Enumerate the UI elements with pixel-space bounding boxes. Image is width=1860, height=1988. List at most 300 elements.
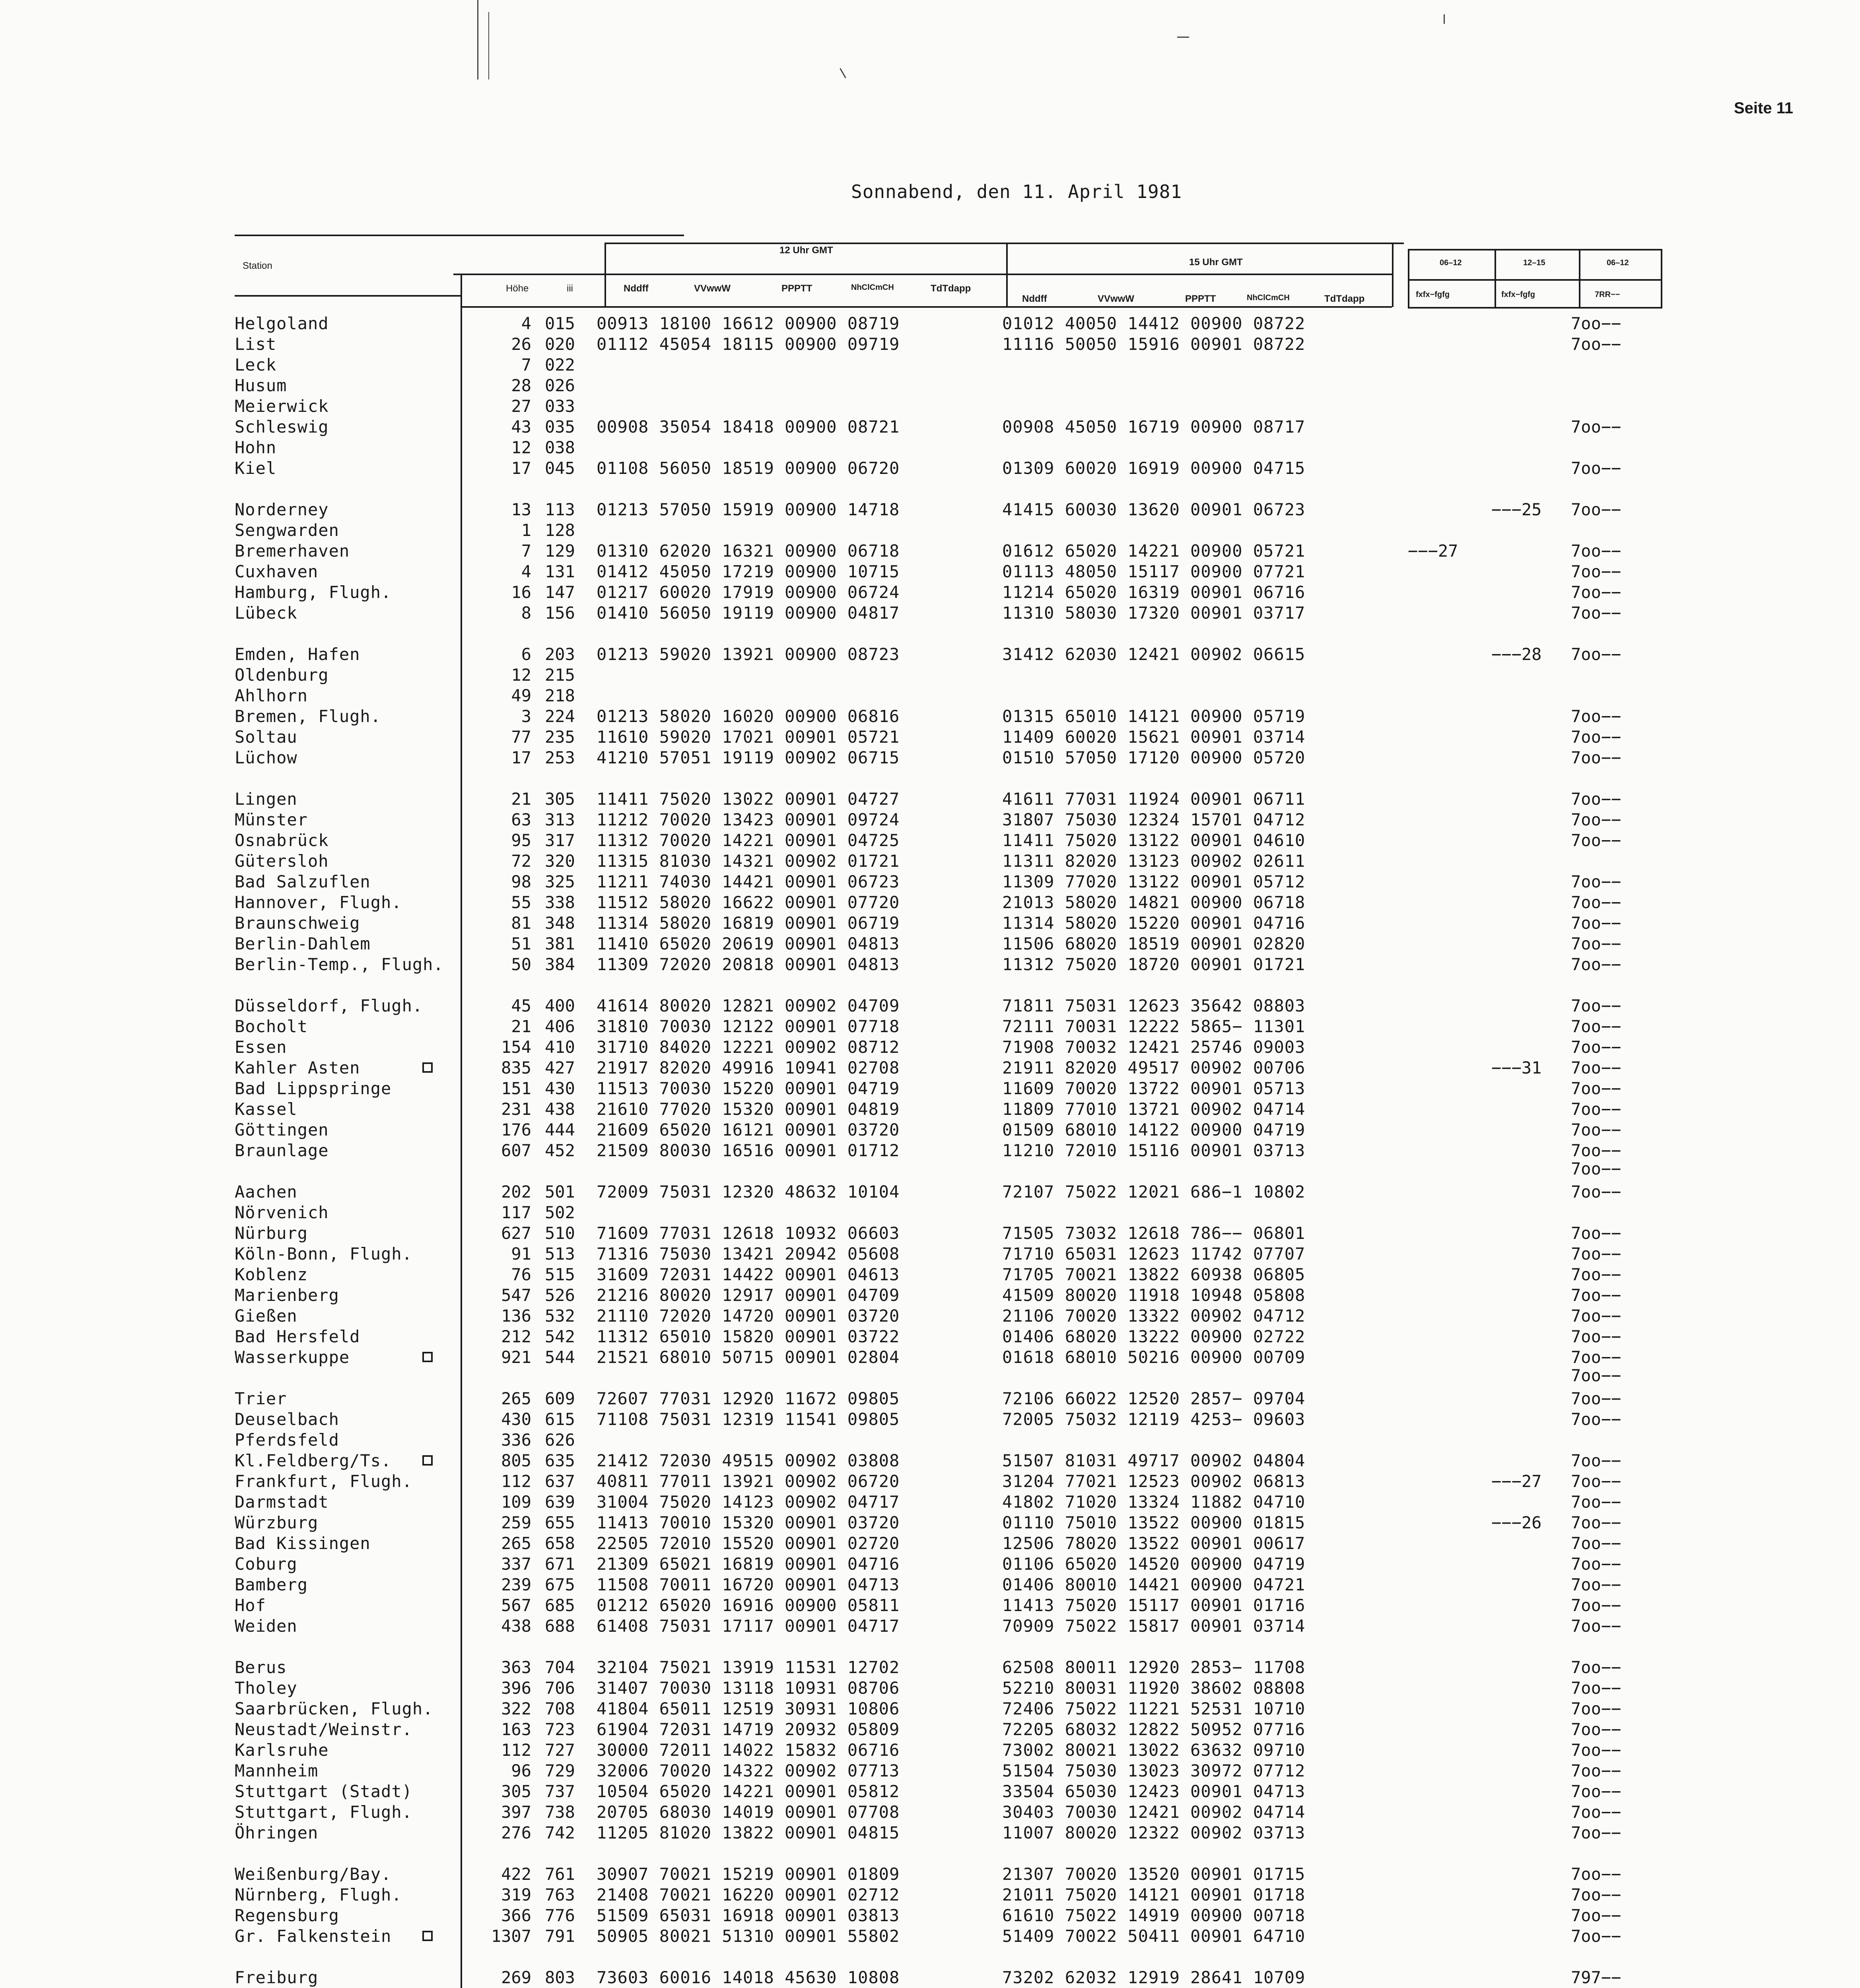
- station-height: 51: [511, 934, 531, 953]
- station-name: Hohn: [235, 438, 277, 457]
- station-name: List: [235, 334, 277, 354]
- obs-12-utc: 31810 70030 12122 00901 07718: [597, 1017, 900, 1036]
- station-id: 235: [545, 727, 575, 747]
- table-row: [0, 1554, 1860, 1574]
- table-row: [0, 685, 1860, 706]
- station-id: 723: [545, 1720, 575, 1739]
- station-name: Nürnberg, Flugh.: [235, 1885, 402, 1905]
- station-id: 532: [545, 1306, 575, 1326]
- station-height: 202: [501, 1182, 531, 1202]
- precip-06-12: 7oo−−: [1571, 1761, 1621, 1780]
- station-id: 406: [545, 1017, 575, 1036]
- table-row: [0, 1740, 1860, 1761]
- precip-06-12: 7oo−−: [1571, 1099, 1621, 1119]
- precip-06-12: 7oo−−: [1571, 1678, 1621, 1698]
- obs-12-utc: 21309 65021 16819 00901 04716: [597, 1554, 900, 1574]
- station-id: 738: [545, 1802, 575, 1822]
- station-id: 022: [545, 355, 575, 375]
- table-row: [0, 1409, 1860, 1430]
- precip-06-12: 7oo−−: [1571, 1720, 1621, 1739]
- station-name: Bad Hersfeld: [235, 1327, 360, 1346]
- obs-15-utc: 31412 62030 12421 00902 06615: [1002, 645, 1306, 664]
- station-name: Bocholt: [235, 1017, 308, 1036]
- station-height: 117: [501, 1203, 531, 1222]
- obs-12-utc: 11312 70020 14221 00901 04725: [597, 831, 900, 850]
- station-name: Frankfurt, Flugh.: [235, 1472, 412, 1491]
- scan-artifact-line: [488, 12, 489, 80]
- precip-06-12: 7oo−−: [1571, 314, 1621, 333]
- precip-06-12: 7oo−−: [1571, 1182, 1621, 1202]
- station-name: Öhringen: [235, 1823, 319, 1842]
- precip-06-12: 7oo−−: [1571, 1347, 1621, 1367]
- station-id: 045: [545, 458, 575, 478]
- table-row: [0, 582, 1860, 603]
- obs-15-utc: 41415 60030 13620 00901 06723: [1002, 500, 1306, 519]
- obs-12-utc: 21610 77020 15320 00901 04819: [597, 1099, 900, 1119]
- precip-06-12-extra: 7oo−−: [1571, 1159, 1621, 1178]
- table-row: [0, 1823, 1860, 1843]
- station-id: 671: [545, 1554, 575, 1574]
- obs-15-utc: 11214 65020 16319 00901 06716: [1002, 582, 1306, 602]
- obs-15-utc: 01106 65020 14520 00900 04719: [1002, 1554, 1306, 1574]
- station-height: 265: [501, 1534, 531, 1553]
- header-12-vvwww: VVwwW: [694, 283, 731, 294]
- obs-12-utc: 21609 65020 16121 00901 03720: [597, 1120, 900, 1140]
- precip-06-12: 7oo−−: [1571, 831, 1621, 850]
- table-row: [0, 892, 1860, 913]
- obs-12-utc: 01112 45054 18115 00900 09719: [597, 334, 900, 354]
- table-row: [0, 1719, 1860, 1740]
- table-row: [0, 1967, 1860, 1988]
- precip-06-12: 7oo−−: [1571, 1306, 1621, 1326]
- obs-15-utc: 11411 75020 13122 00901 04610: [1002, 831, 1306, 850]
- station-height: 366: [501, 1906, 531, 1925]
- station-name: Würzburg: [235, 1513, 319, 1532]
- table-row: [0, 1512, 1860, 1533]
- station-id: 544: [545, 1347, 575, 1367]
- station-height: 397: [501, 1802, 531, 1822]
- station-id: 737: [545, 1782, 575, 1801]
- mountain-station-marker: [422, 1455, 433, 1466]
- obs-12-utc: 61408 75031 17117 00901 04717: [597, 1616, 900, 1636]
- header-sub-2: fxfx−fgfg: [1501, 290, 1535, 299]
- obs-15-utc: 11007 80020 12322 00902 03713: [1002, 1823, 1306, 1842]
- precip-06-12: 7oo−−: [1571, 1451, 1621, 1470]
- precip-06-12: 7oo−−: [1571, 645, 1621, 664]
- header-period-2: 12–15: [1523, 258, 1545, 267]
- mountain-station-marker: [422, 1062, 433, 1073]
- station-id: 438: [545, 1099, 575, 1119]
- station-id: 035: [545, 417, 575, 437]
- obs-12-utc: 11212 70020 13423 00901 09724: [597, 810, 900, 829]
- station-name: Bad Salzuflen: [235, 872, 371, 891]
- header-15-nhclcmch: NhClCmCH: [1247, 293, 1290, 302]
- page-date: Sonnabend, den 11. April 1981: [851, 181, 1182, 202]
- station-name: Berlin-Temp., Flugh.: [235, 955, 444, 974]
- precip-06-12: 7oo−−: [1571, 1472, 1621, 1491]
- station-id: 128: [545, 520, 575, 540]
- station-id: 218: [545, 686, 575, 705]
- table-row: [0, 396, 1860, 417]
- station-name: Cuxhaven: [235, 562, 319, 581]
- precip-06-12: 7oo−−: [1571, 1596, 1621, 1615]
- obs-15-utc: 11609 70020 13722 00901 05713: [1002, 1079, 1306, 1098]
- precip-06-12: 7oo−−: [1571, 417, 1621, 437]
- obs-12-utc: 11610 59020 17021 00901 05721: [597, 727, 900, 747]
- station-height: 430: [501, 1409, 531, 1429]
- precip-06-12-extra: 7oo−−: [1571, 1366, 1621, 1385]
- station-id: 742: [545, 1823, 575, 1842]
- obs-15-utc: 72406 75022 11221 52531 10710: [1002, 1699, 1306, 1718]
- precip-06-12: 7oo−−: [1571, 603, 1621, 623]
- header-15-tdtdapp: TdTdapp: [1324, 293, 1365, 304]
- station-id: 639: [545, 1492, 575, 1512]
- table-row: [0, 1430, 1860, 1450]
- station-height: 17: [511, 458, 531, 478]
- table-row: [0, 417, 1860, 437]
- obs-15-utc: 01113 48050 15117 00900 07721: [1002, 562, 1306, 581]
- station-id: 215: [545, 665, 575, 685]
- table-row: [0, 1326, 1860, 1347]
- table-row: [0, 913, 1860, 934]
- station-name: Göttingen: [235, 1120, 329, 1140]
- obs-12-utc: 01412 45050 17219 00900 10715: [597, 562, 900, 581]
- precip-06-12: 7oo−−: [1571, 582, 1621, 602]
- table-row: [0, 1244, 1860, 1264]
- obs-12-utc: 72607 77031 12920 11672 09805: [597, 1389, 900, 1408]
- obs-15-utc: 72111 70031 12222 5865− 11301: [1002, 1017, 1306, 1036]
- table-row: [0, 727, 1860, 747]
- station-height: 276: [501, 1823, 531, 1842]
- station-name: Braunschweig: [235, 913, 360, 933]
- table-row: [0, 1781, 1860, 1802]
- table-row: [0, 437, 1860, 458]
- station-height: 212: [501, 1327, 531, 1346]
- obs-12-utc: 01108 56050 18519 00900 06720: [597, 458, 900, 478]
- station-height: 49: [511, 686, 531, 705]
- station-name: Darmstadt: [235, 1492, 329, 1512]
- obs-12-utc: 31609 72031 14422 00901 04613: [597, 1265, 900, 1284]
- obs-15-utc: 30403 70030 12421 00902 04714: [1002, 1802, 1306, 1822]
- station-name: Bremen, Flugh.: [235, 707, 381, 726]
- obs-15-utc: 01612 65020 14221 00900 05721: [1002, 541, 1306, 561]
- table-row: [0, 1347, 1860, 1385]
- table-row: [0, 561, 1860, 582]
- station-name: Oldenburg: [235, 665, 329, 685]
- station-id: 688: [545, 1616, 575, 1636]
- obs-15-utc: 51504 75030 13023 30972 07712: [1002, 1761, 1306, 1780]
- obs-12-utc: 31004 75020 14123 00902 04717: [597, 1492, 900, 1512]
- header-15-nddff: Nddff: [1022, 293, 1047, 304]
- precip-06-12: 7oo−−: [1571, 541, 1621, 561]
- table-row: [0, 934, 1860, 954]
- station-name: Wasserkuppe: [235, 1347, 350, 1367]
- station-name: Norderney: [235, 500, 329, 519]
- table-row: [0, 1574, 1860, 1595]
- scan-artifact-dash: [1444, 14, 1445, 24]
- table-row: [0, 644, 1860, 665]
- obs-12-utc: 21521 68010 50715 00901 02804: [597, 1347, 900, 1367]
- precip-06-12: 7oo−−: [1571, 1658, 1621, 1677]
- obs-15-utc: 21307 70020 13520 00901 01715: [1002, 1864, 1306, 1884]
- station-name: Kiel: [235, 458, 277, 478]
- station-id: 763: [545, 1885, 575, 1905]
- obs-12-utc: 41804 65011 12519 30931 10806: [597, 1699, 900, 1718]
- station-height: 27: [511, 396, 531, 416]
- precip-06-12: 797−−: [1571, 1968, 1621, 1987]
- station-height: 239: [501, 1575, 531, 1594]
- table-row: [0, 1616, 1860, 1637]
- table-row: [0, 1450, 1860, 1471]
- station-name: Düsseldorf, Flugh.: [235, 996, 423, 1015]
- precip-06-12: 7oo−−: [1571, 1699, 1621, 1718]
- precip-06-12: 7oo−−: [1571, 789, 1621, 809]
- station-id: 320: [545, 851, 575, 871]
- station-name: Leck: [235, 355, 277, 375]
- header-12-ppptt: PPPTT: [781, 283, 812, 294]
- table-row: [0, 747, 1860, 768]
- obs-15-utc: 12506 78020 13522 00901 00617: [1002, 1534, 1306, 1553]
- precip-06-12: 7oo−−: [1571, 1864, 1621, 1884]
- table-row: [0, 1099, 1860, 1120]
- station-id: 253: [545, 748, 575, 767]
- table-row: [0, 1223, 1860, 1244]
- precip-06-12: 7oo−−: [1571, 996, 1621, 1015]
- obs-12-utc: 73603 60016 14018 45630 10808: [597, 1968, 900, 1987]
- table-row: [0, 1078, 1860, 1099]
- gust-12-15: −−−26: [1491, 1513, 1542, 1532]
- station-name: Bad Kissingen: [235, 1534, 371, 1553]
- obs-15-utc: 21106 70020 13322 00902 04712: [1002, 1306, 1306, 1326]
- station-name: Hof: [235, 1596, 266, 1615]
- station-height: 231: [501, 1099, 531, 1119]
- table-row: [0, 1533, 1860, 1554]
- obs-15-utc: 73202 62032 12919 28641 10709: [1002, 1968, 1306, 1987]
- obs-15-utc: 01618 68010 50216 00900 00709: [1002, 1347, 1306, 1367]
- obs-12-utc: 21408 70021 16220 00901 02712: [597, 1885, 900, 1905]
- table-row: [0, 1492, 1860, 1512]
- precip-06-12: 7oo−−: [1571, 500, 1621, 519]
- station-name: Husum: [235, 376, 287, 395]
- header-iii: iii: [567, 283, 573, 294]
- obs-15-utc: 61610 75022 14919 00900 00718: [1002, 1906, 1306, 1925]
- station-height: 835: [501, 1058, 531, 1077]
- station-id: 444: [545, 1120, 575, 1140]
- station-height: 627: [501, 1223, 531, 1243]
- precip-06-12: 7oo−−: [1571, 707, 1621, 726]
- precip-06-12: 7oo−−: [1571, 1575, 1621, 1594]
- station-height: 7: [521, 355, 531, 375]
- obs-15-utc: 71705 70021 13822 60938 06805: [1002, 1265, 1306, 1284]
- station-name: Marienberg: [235, 1285, 339, 1305]
- precip-06-12: 7oo−−: [1571, 872, 1621, 891]
- station-name: Pferdsfeld: [235, 1430, 339, 1450]
- station-id: 706: [545, 1678, 575, 1698]
- header-station: Station: [243, 260, 272, 271]
- station-height: 921: [501, 1347, 531, 1367]
- station-name: Ahlhorn: [235, 686, 308, 705]
- obs-15-utc: 11310 58030 17320 00901 03717: [1002, 603, 1306, 623]
- obs-12-utc: 41210 57051 19119 00902 06715: [597, 748, 900, 767]
- station-id: 675: [545, 1575, 575, 1594]
- station-height: 112: [501, 1472, 531, 1491]
- header-12-nddff: Nddff: [624, 283, 649, 294]
- obs-12-utc: 50905 80021 51310 00901 55802: [597, 1926, 900, 1946]
- station-height: 176: [501, 1120, 531, 1140]
- station-name: Weiden: [235, 1616, 297, 1636]
- obs-15-utc: 11413 75020 15117 00901 01716: [1002, 1596, 1306, 1615]
- gust-12-15: −−−25: [1491, 500, 1542, 519]
- station-name: Tholey: [235, 1678, 297, 1698]
- station-height: 805: [501, 1451, 531, 1470]
- obs-15-utc: 01406 80010 14421 00900 04721: [1002, 1575, 1306, 1594]
- station-id: 626: [545, 1430, 575, 1450]
- station-height: 259: [501, 1513, 531, 1532]
- station-id: 704: [545, 1658, 575, 1677]
- table-row: [0, 1202, 1860, 1223]
- station-name: Freiburg: [235, 1968, 319, 1987]
- station-height: 1307: [491, 1926, 531, 1946]
- precip-06-12: 7oo−−: [1571, 1327, 1621, 1346]
- obs-12-utc: 11411 75020 13022 00901 04727: [597, 789, 900, 809]
- station-height: 96: [511, 1761, 531, 1780]
- obs-15-utc: 11210 72010 15116 00901 03713: [1002, 1141, 1306, 1160]
- obs-12-utc: 21110 72020 14720 00901 03720: [597, 1306, 900, 1326]
- header-15-vvwww: VVwwW: [1098, 293, 1135, 304]
- obs-12-utc: 11410 65020 20619 00901 04813: [597, 934, 900, 953]
- station-id: 727: [545, 1740, 575, 1760]
- station-height: 265: [501, 1389, 531, 1408]
- obs-15-utc: 72205 68032 12822 50952 07716: [1002, 1720, 1306, 1739]
- station-name: Gießen: [235, 1306, 297, 1326]
- station-name: Bremerhaven: [235, 541, 350, 561]
- obs-15-utc: 51507 81031 49717 00902 04804: [1002, 1451, 1306, 1470]
- obs-12-utc: 30907 70021 15219 00901 01809: [597, 1864, 900, 1884]
- station-name: Aachen: [235, 1182, 297, 1202]
- precip-06-12: 7oo−−: [1571, 810, 1621, 829]
- table-row: [0, 603, 1860, 623]
- obs-12-utc: 20705 68030 14019 00901 07708: [597, 1802, 900, 1822]
- obs-12-utc: 10504 65020 14221 00901 05812: [597, 1782, 900, 1801]
- station-id: 501: [545, 1182, 575, 1202]
- station-height: 63: [511, 810, 531, 829]
- precip-06-12: 7oo−−: [1571, 1120, 1621, 1140]
- table-row: [0, 665, 1860, 685]
- table-row: [0, 872, 1860, 892]
- station-height: 77: [511, 727, 531, 747]
- station-height: 95: [511, 831, 531, 850]
- obs-15-utc: 11409 60020 15621 00901 03714: [1002, 727, 1306, 747]
- station-height: 12: [511, 438, 531, 457]
- station-height: 567: [501, 1596, 531, 1615]
- header-12-nhclcmch: NhClCmCH: [851, 283, 894, 292]
- gust-12-15: −−−27: [1491, 1472, 1542, 1491]
- obs-15-utc: 31807 75030 12324 15701 04712: [1002, 810, 1306, 829]
- station-height: 7: [521, 541, 531, 561]
- table-row: [0, 851, 1860, 872]
- station-height: 28: [511, 376, 531, 395]
- obs-15-utc: 41611 77031 11924 00901 06711: [1002, 789, 1306, 809]
- station-id: 113: [545, 500, 575, 519]
- obs-12-utc: 01213 57050 15919 00900 14718: [597, 500, 900, 519]
- obs-12-utc: 21412 72030 49515 00902 03808: [597, 1451, 900, 1470]
- header-sub-3: 7RR−−: [1595, 290, 1620, 299]
- station-id: 156: [545, 603, 575, 623]
- station-id: 526: [545, 1285, 575, 1305]
- table-row: [0, 1471, 1860, 1492]
- precip-06-12: 7oo−−: [1571, 1389, 1621, 1408]
- precip-06-12: 7oo−−: [1571, 1141, 1621, 1160]
- station-height: 319: [501, 1885, 531, 1905]
- obs-12-utc: 61904 72031 14719 20932 05809: [597, 1720, 900, 1739]
- station-id: 452: [545, 1141, 575, 1160]
- page-number: Seite 11: [1734, 99, 1794, 117]
- table-row: [0, 1678, 1860, 1699]
- station-name: Köln-Bonn, Flugh.: [235, 1244, 412, 1264]
- station-name: Berus: [235, 1658, 287, 1677]
- table-row: [0, 1699, 1860, 1719]
- station-height: 337: [501, 1554, 531, 1574]
- obs-12-utc: 11513 70030 15220 00901 04719: [597, 1079, 900, 1098]
- station-height: 607: [501, 1141, 531, 1160]
- header-period-1: 06–12: [1440, 258, 1462, 267]
- table-row: [0, 706, 1860, 727]
- precip-06-12: 7oo−−: [1571, 1802, 1621, 1822]
- obs-12-utc: 72009 75031 12320 48632 10104: [597, 1182, 900, 1202]
- table-row: [0, 1306, 1860, 1326]
- scan-artifact-dash: [1177, 37, 1189, 38]
- table-row: [0, 1140, 1860, 1178]
- station-height: 438: [501, 1616, 531, 1636]
- obs-15-utc: 72005 75032 12119 4253− 09603: [1002, 1409, 1306, 1429]
- station-id: 020: [545, 334, 575, 354]
- obs-15-utc: 21911 82020 49517 00902 00706: [1002, 1058, 1306, 1077]
- station-height: 4: [521, 562, 531, 581]
- obs-12-utc: 11508 70011 16720 00901 04713: [597, 1575, 900, 1594]
- station-id: 615: [545, 1409, 575, 1429]
- station-name: Hamburg, Flugh.: [235, 582, 392, 602]
- station-height: 547: [501, 1285, 531, 1305]
- obs-15-utc: 11809 77010 13721 00902 04714: [1002, 1099, 1306, 1119]
- precip-06-12: 7oo−−: [1571, 727, 1621, 747]
- station-name: Lübeck: [235, 603, 297, 623]
- precip-06-12: 7oo−−: [1571, 1534, 1621, 1553]
- obs-15-utc: 71908 70032 12421 25746 09003: [1002, 1037, 1306, 1057]
- obs-15-utc: 00908 45050 16719 00900 08717: [1002, 417, 1306, 437]
- station-height: 50: [511, 955, 531, 974]
- obs-15-utc: 51409 70022 50411 00901 64710: [1002, 1926, 1306, 1946]
- station-height: 163: [501, 1720, 531, 1739]
- precip-06-12: 7oo−−: [1571, 1285, 1621, 1305]
- station-name: Karlsruhe: [235, 1740, 329, 1760]
- precip-06-12: 7oo−−: [1571, 1223, 1621, 1243]
- station-name: Meierwick: [235, 396, 329, 416]
- obs-15-utc: 11309 77020 13122 00901 05712: [1002, 872, 1306, 891]
- station-name: Bamberg: [235, 1575, 308, 1594]
- station-id: 131: [545, 562, 575, 581]
- precip-06-12: 7oo−−: [1571, 1554, 1621, 1574]
- station-name: Kassel: [235, 1099, 297, 1119]
- station-name: Lingen: [235, 789, 297, 809]
- station-id: 708: [545, 1699, 575, 1718]
- table-row: [0, 458, 1860, 479]
- table-row: [0, 996, 1860, 1016]
- precip-06-12: 7oo−−: [1571, 1037, 1621, 1057]
- station-name: Stuttgart, Flugh.: [235, 1802, 412, 1822]
- table-row: [0, 1657, 1860, 1678]
- station-name: Regensburg: [235, 1906, 339, 1925]
- obs-15-utc: 41802 71020 13324 11882 04710: [1002, 1492, 1306, 1512]
